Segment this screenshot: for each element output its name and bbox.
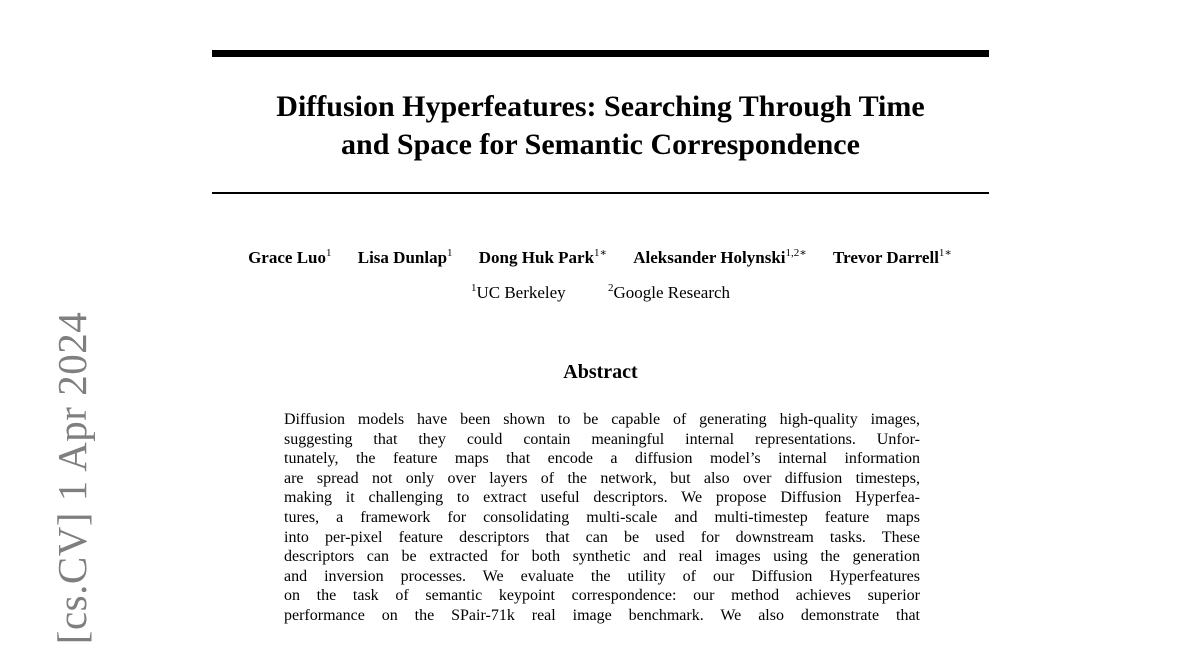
abstract-line: suggesting that they could contain meaningful internal representations. Unfor- [284, 430, 920, 448]
abstract-line: tures, a framework for consolidating multi-scale and multi-timestep feature maps [284, 508, 920, 526]
author-name: Lisa Dunlap [357, 248, 448, 267]
author [248, 247, 331, 269]
abstract-line: making it challenging to extract useful descriptors. We propose Diffusion Hyperfea- [284, 489, 920, 507]
abstract-line: descriptors can be extracted for both synthetic and real images using the generation [284, 548, 920, 566]
affiliation-mark: 2 [607, 282, 614, 294]
title-top-rule [212, 50, 989, 57]
affiliation-name: Google Research [613, 283, 731, 302]
abstract-line: Diffusion models have been shown to be capable of generating high-quality images, [284, 411, 920, 428]
title-line-2: and Space for Semantic Correspondence [341, 128, 860, 161]
affiliation [471, 282, 566, 304]
author-name: Grace Luo [248, 248, 326, 267]
affiliation-list [212, 282, 989, 304]
abstract-line: tunately, the feature maps that encode a diffusion model’s internal information [284, 450, 920, 468]
author-name: Dong Huk Park [478, 248, 595, 267]
abstract-body [284, 410, 920, 626]
author-affiliation-mark: 1 [447, 247, 453, 259]
author-affiliation-mark: 1∗ [938, 247, 952, 259]
abstract-line: on the task of semantic keypoint correspondence: our method achieves superior [284, 587, 920, 605]
abstract-heading: Abstract [563, 361, 638, 383]
arxiv-sidebar-stamp: [cs.CV] 1 Apr 2024 [49, 311, 95, 645]
affiliation-name: UC Berkeley [476, 283, 566, 302]
author-affiliation-mark: 1∗ [594, 247, 608, 259]
abstract-line: are spread not only over layers of the network, but also over diffusion timesteps, [284, 469, 920, 487]
title-line-1: Diffusion Hyperfeatures: Searching Through Time [276, 90, 925, 123]
affiliation [608, 282, 730, 304]
author [479, 247, 607, 269]
abstract-line: performance on the SPair-71k real image benchmark. We also demonstrate that [284, 606, 920, 624]
author [633, 247, 807, 269]
author [833, 247, 952, 269]
affiliation-mark: 1 [470, 282, 477, 294]
paper-title [212, 88, 989, 164]
author [358, 247, 453, 269]
author-affiliation-mark: 1 [325, 247, 332, 259]
author-list [160, 247, 1040, 269]
abstract-line: and inversion processes. We evaluate the utility of our Diffusion Hyperfeatures [284, 567, 920, 585]
author-name: Trevor Darrell [833, 248, 939, 267]
title-bottom-rule [212, 192, 989, 194]
author-affiliation-mark: 1,2∗ [785, 247, 807, 259]
abstract-line: into per-pixel feature descriptors that can be used for downstream tasks. These [284, 528, 920, 546]
author-name: Aleksander Holynski [633, 248, 786, 267]
